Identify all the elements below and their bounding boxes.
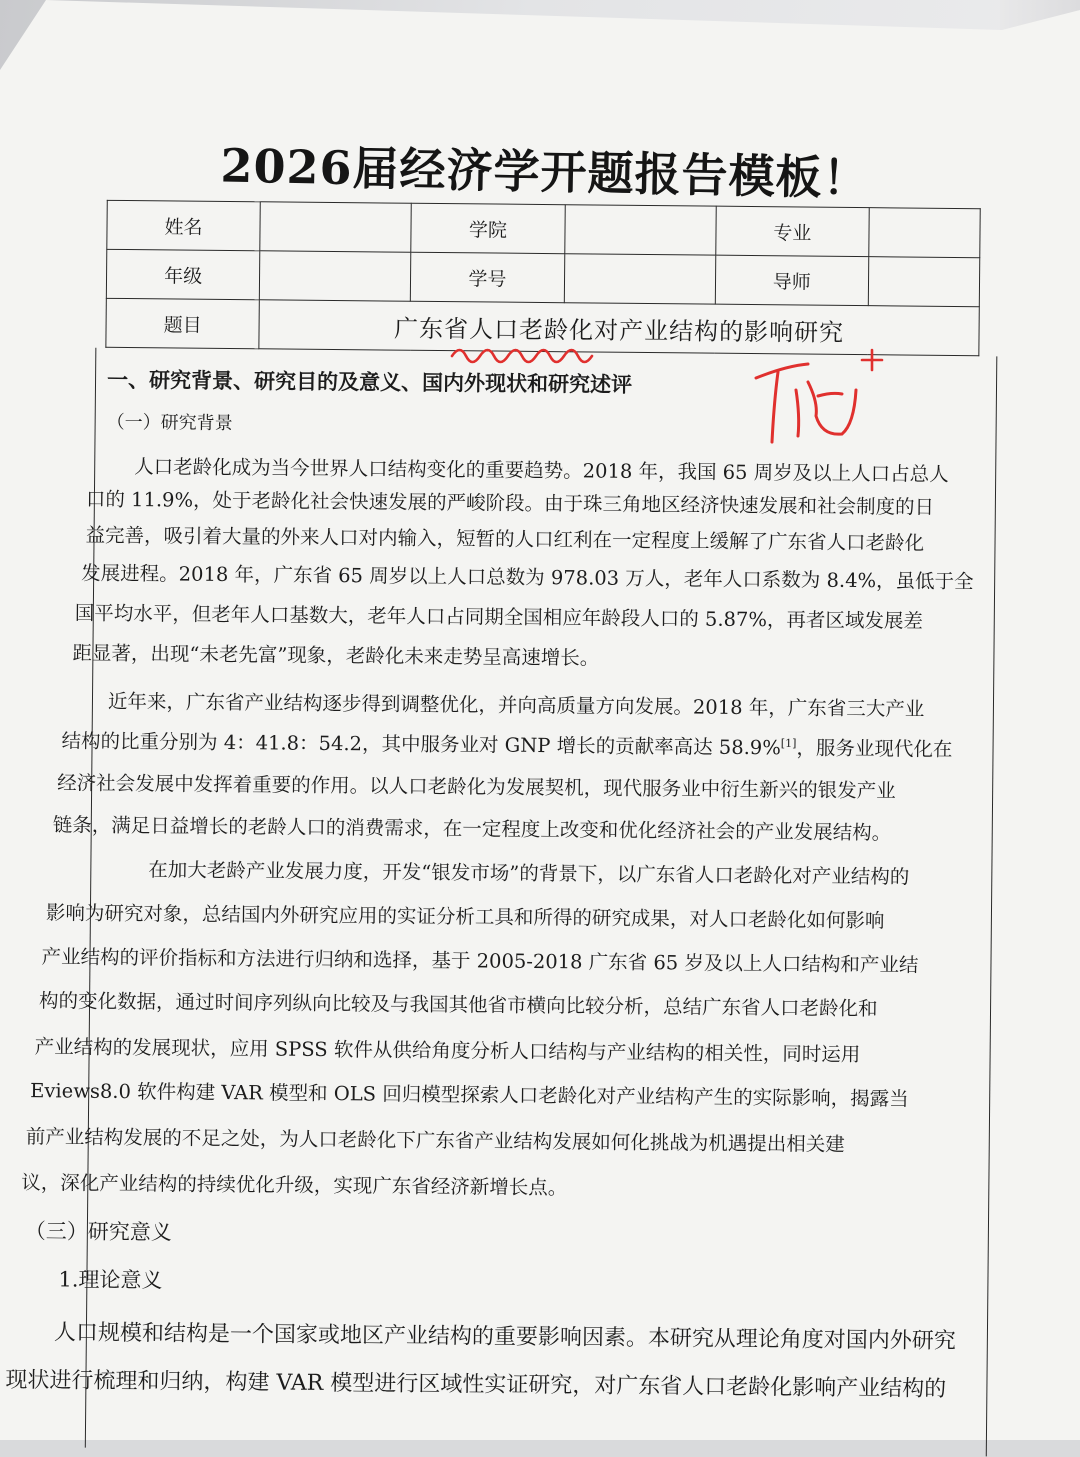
college-label: 学院 xyxy=(411,203,565,253)
para1-line: 距显著，出现“未老先富”现象，老龄化未来走势呈高速增长。 xyxy=(72,641,600,670)
grade-value[interactable] xyxy=(260,251,412,301)
para1-line: 人口老龄化成为当今世界人口结构变化的重要趋势。2018 年，我国 65 周岁及以上人口占总人 xyxy=(134,455,949,486)
info-table xyxy=(105,200,980,356)
student-id-label: 学号 xyxy=(411,252,565,302)
para3-line: 议，深化产业结构的持续优化升级，实现广东省经济新增长点。 xyxy=(21,1171,568,1200)
info-row-2 xyxy=(106,249,979,306)
para4-line: 现状进行梳理和归纳，构建 VAR 模型进行区域性实证研究，对广东省人口老龄化影响产业结构的 xyxy=(5,1367,947,1402)
para4-line: 人口规模和结构是一个国家或地区产业结构的重要影响因素。本研究从理论角度对国内外研究 xyxy=(53,1320,956,1355)
section1-heading: 一、研究背景、研究目的及意义、国内外现状和研究述评 xyxy=(106,366,633,397)
advisor-value[interactable] xyxy=(868,257,980,307)
sub1-heading: （一）研究背景 xyxy=(106,411,233,435)
para3-line: Eviews8.0 软件构建 VAR 模型和 OLS 回归模型探索人口老龄化对产业结构产生的实际影响，揭露当 xyxy=(30,1079,909,1111)
para2-line: 经济社会发展中发挥着重要的作用。以人口老龄化为发展契机，现代服务业中衍生新兴的银发产业 xyxy=(57,771,896,803)
para2-line-tail: ，服务业现代化在 xyxy=(796,736,953,761)
info-row-1 xyxy=(107,200,980,257)
para2-line-text: 结构的比重分别为 4：41.8：54.2，其中服务业对 GNP 增长的贡献率高达 58.9% xyxy=(61,729,781,760)
sub3-heading: （三）研究意义 xyxy=(24,1219,172,1245)
major-value[interactable] xyxy=(869,208,981,258)
info-row-3 xyxy=(106,298,979,355)
para2-line: 近年来，广东省产业结构逐步得到调整优化，并向高质量方向发展。2018 年，广东省三大产业 xyxy=(107,689,925,721)
reference-marker: [1] xyxy=(780,736,797,750)
para1-line: 发展进程。2018 年，广东省 65 周岁以上人口总数为 978.03 万人，老年人口系数为 8.4%，虽低于全 xyxy=(81,561,974,594)
para2-line: 链条，满足日益增长的老龄人口的消费需求，在一定程度上改变和优化经济社会的产业发展结构。 xyxy=(52,813,892,845)
topic-value: 广东省人口老龄化对产业结构的影响研究 xyxy=(259,300,979,356)
topic-label: 题目 xyxy=(106,298,260,348)
advisor-label: 导师 xyxy=(715,255,869,305)
grade-label: 年级 xyxy=(106,249,260,299)
document-title: 2026届经济学开题报告模板！ xyxy=(220,138,871,206)
name-label: 姓名 xyxy=(107,200,261,250)
college-value[interactable] xyxy=(564,205,716,255)
para1-line: 益完善，吸引着大量的外来人口对内输入，短暂的人口红利在一定程度上缓解了广东省人口老龄化 xyxy=(85,523,925,555)
para3-line: 产业结构的评价指标和方法进行归纳和选择，基于 2005-2018 广东省 65 岁及以上人口结构和产业结 xyxy=(41,945,919,977)
para1-line: 国平均水平，但老年人口基数大，老年人口占同期全国相应年龄段人口的 5.87%，再者区域发展差 xyxy=(74,601,924,633)
name-value[interactable] xyxy=(260,202,412,252)
para3-line: 产业结构的发展现状，应用 SPSS 软件从供给角度分析人口结构与产业结构的相关性，同时运用 xyxy=(34,1035,861,1067)
student-id-value[interactable] xyxy=(564,254,716,304)
sub3-1-heading: 1.理论意义 xyxy=(58,1267,163,1293)
para3-line: 在加大老龄产业发展力度，开发“银发市场”的背景下，以广东省人口老龄化对产业结构的 xyxy=(148,858,910,889)
para3-line: 前产业结构发展的不足之处，为人口老龄化下广东省产业结构发展如何化挑战为机遇提出相关建 xyxy=(25,1125,845,1156)
para1-line: 口的 11.9%，处于老龄化社会快速发展的严峻阶段。由于珠三角地区经济快速发展和社会制度的日 xyxy=(85,487,935,519)
para3-line: 构的变化数据，通过时间序列纵向比较及与我国其他省市横向比较分析，总结广东省人口老龄化和 xyxy=(38,989,878,1021)
major-label: 专业 xyxy=(715,206,869,256)
para3-line: 影响为研究对象，总结国内外研究应用的实证分析工具和所得的研究成果，对人口老龄化如何影响 xyxy=(45,901,885,933)
